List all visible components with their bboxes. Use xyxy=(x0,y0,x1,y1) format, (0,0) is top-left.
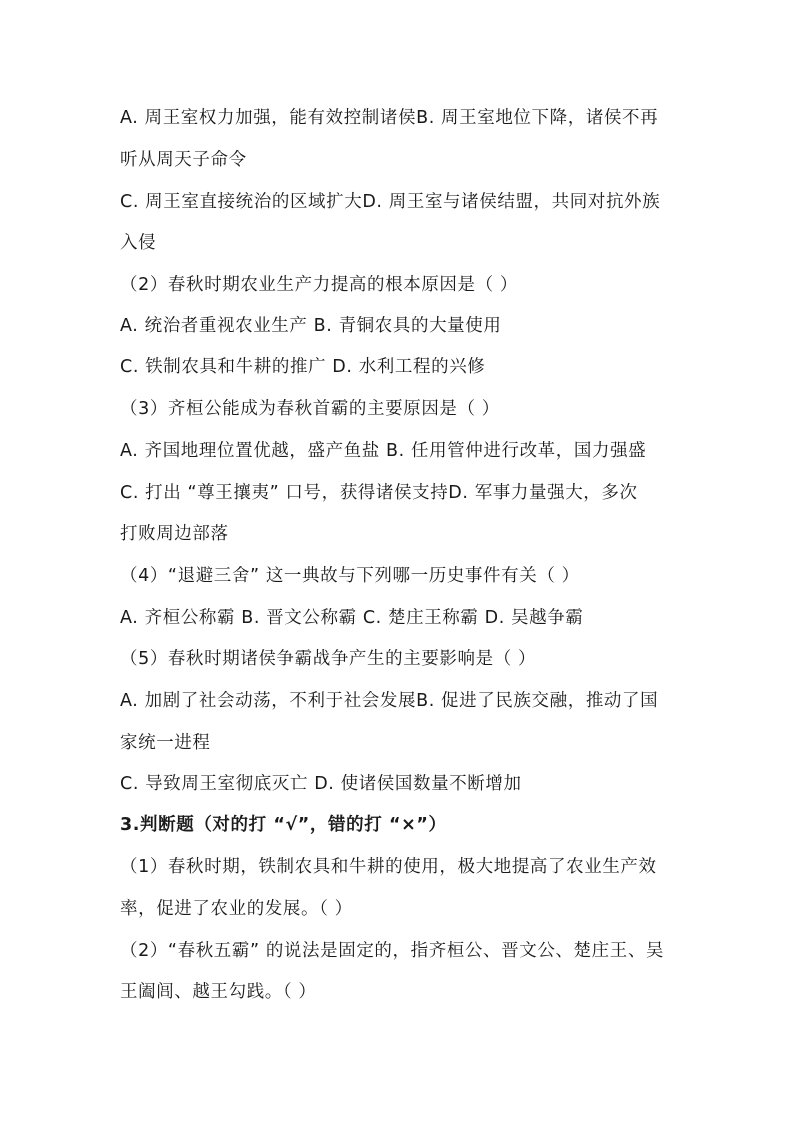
judgement-item-1: （1）春秋时期，铁制农具和牛耕的使用，极大地提高了农业生产效 xyxy=(120,857,657,877)
question-5: （5）春秋时期诸侯争霸战争产生的主要影响是（ ） xyxy=(120,649,537,669)
option-line-q1-d-cont: 入侵 xyxy=(120,233,157,253)
option-line-q5-cd: C. 导致周王室彻底灭亡 D. 使诸侯国数量不断增加 xyxy=(120,774,522,794)
option-line-q1-ab: A. 周王室权力加强，能有效控制诸侯B. 周王室地位下降，诸侯不再 xyxy=(120,108,659,128)
judgement-item-2: （2）“春秋五霸” 的说法是固定的，指齐桓公、晋文公、楚庄王、吴 xyxy=(120,941,665,961)
section-heading-judgement: 3.判断题（对的打 “√”，错的打 “×”） xyxy=(120,815,447,835)
option-line-q2-cd: C. 铁制农具和牛耕的推广 D. 水利工程的兴修 xyxy=(120,357,486,377)
judgement-item-1-cont: 率，促进了农业的发展。（ ） xyxy=(120,899,353,919)
question-4: （4）“退避三舍” 这一典故与下列哪一历史事件有关（ ） xyxy=(120,566,580,586)
option-line-q2-ab: A. 统治者重视农业生产 B. 青铜农具的大量使用 xyxy=(120,316,502,336)
option-line-q1-b-cont: 听从周天子命令 xyxy=(120,150,247,170)
option-line-q5-ab: A. 加剧了社会动荡，不利于社会发展B. 促进了民族交融，推动了国 xyxy=(120,691,659,711)
option-line-q5-b-cont: 家统一进程 xyxy=(120,733,211,753)
question-3: （3）齐桓公能成为春秋首霸的主要原因是（ ） xyxy=(120,399,500,419)
judgement-item-2-cont: 王阖闾、越王勾践。（ ） xyxy=(120,982,317,1002)
option-line-q3-cd: C. 打出 “尊王攘夷” 口号，获得诸侯支持D. 军事力量强大，多次 xyxy=(120,483,638,503)
option-line-q3-ab: A. 齐国地理位置优越，盛产鱼盐 B. 任用管仲进行改革，国力强盛 xyxy=(120,441,647,461)
option-line-q1-cd: C. 周王室直接统治的区域扩大D. 周王室与诸侯结盟，共同对抗外族 xyxy=(120,192,661,212)
option-line-q3-d-cont: 打败周边部落 xyxy=(120,524,229,544)
option-line-q4: A. 齐桓公称霸 B. 晋文公称霸 C. 楚庄王称霸 D. 吴越争霸 xyxy=(120,608,584,628)
question-2: （2）春秋时期农业生产力提高的根本原因是（ ） xyxy=(120,275,518,295)
